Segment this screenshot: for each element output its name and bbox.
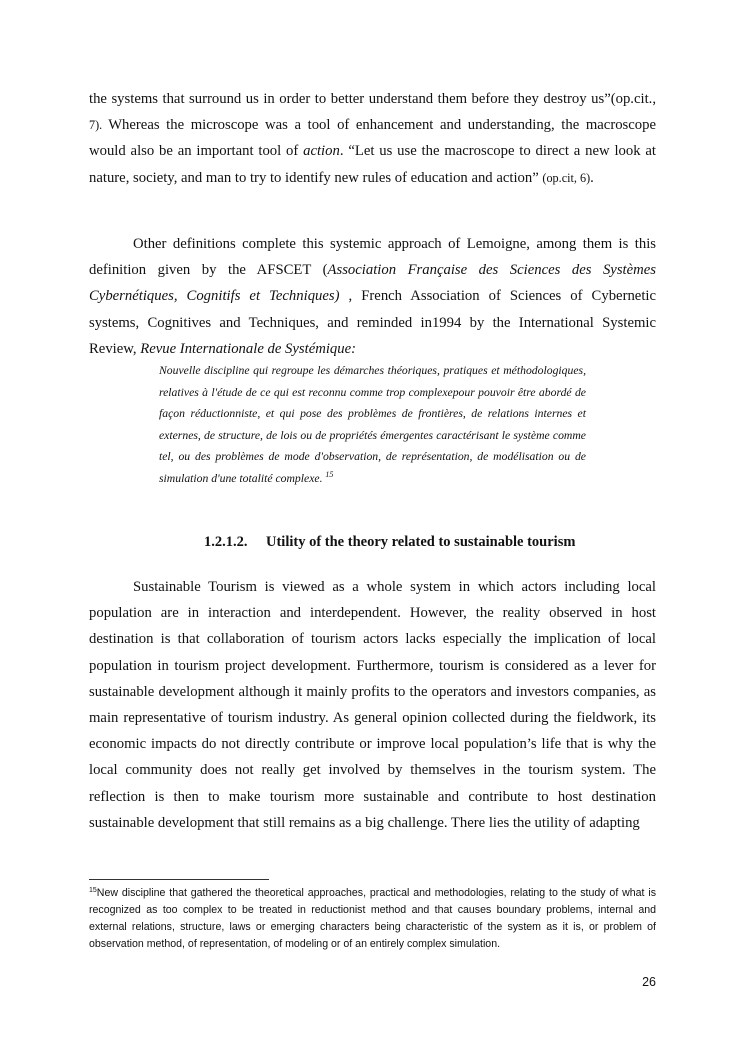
footnote-number: 15 [89,887,97,894]
body-paragraph-3 [89,574,656,836]
section-heading [204,534,624,551]
body-paragraph-2 [89,231,656,362]
paragraph-1-text-a: the systems that surround us in order to better understand them before they destroy us”(op.cit., [89,91,656,107]
paragraph-1-emphasis: action [303,143,340,160]
body-paragraph-1 [89,86,656,191]
paragraph-2-text-b: , French Association of Sciences of Cybernetic systems, Cognitives and Techniques, and reminded in1994 by the International Systemic Review, [89,288,656,357]
paragraph-1-text-c: . “Let us use the macroscope to direct a new look at nature, society, and man to try to identify new rules of education and action” [89,143,656,186]
paragraph-1-citation-b: (op.cit, 6) [542,170,591,185]
paragraph-1-text-d: . [590,169,594,186]
block-quote-text: Nouvelle discipline qui regroupe les démarches théoriques, pratiques et méthodologiques, relatives à l'étude de ce qui est reconnu comme trop complexepour pouvoir être abordé de façon réductionniste, et qui pose des problèmes de frontières, de relations internes et externes, de structure, de lois ou de propriétés émergentes caractérisant le système comme tel, ou des problèmes de mode d'observation, de représentation, de modélisation ou de simulation d'une totalité complexe. [159,364,586,485]
block-quote [159,360,586,489]
paragraph-2-french-name: Association Française des Sciences des Systèmes Cybernétiques, Cognitifs et Techniques) [89,262,656,305]
paragraph-2-text-a: Other definitions complete this systemic approach of Lemoigne, among them is this definition given by the AFSCET ( [89,236,656,279]
section-number: 1.2.1.2. [204,534,248,550]
footnote [89,885,656,953]
section-title: Utility of the theory related to sustainable tourism [266,534,576,550]
paragraph-1-citation-a: 7). [89,118,109,133]
footnote-text: New discipline that gathered the theoretical approaches, practical and methodologies, relating to the study of what is recognized as too complex to be treated in reductionist method and that causes boundary problems, internal and external relations, structure, laws or emerging characters being characteristic of the system as it is, or problem of observation method, of representation, of modeling or of an entirely complex simulation. [89,887,656,950]
paragraph-3-text: Sustainable Tourism is viewed as a whole system in which actors including local population are in interaction and interdependent. However, the reality observed in host destination is that collaboration of tourism actors lacks especially the implication of local population in tourism project development. Furthermore, tourism is considered as a lever for sustainable development although it mainly profits to the operators and investors companies, as main representative of tourism industry. As general opinion collected during the fieldwork, its economic impacts do not directly contribute or improve local population’s life that is why the local community does not really get involved by themselves in the tourism system. The reflection is then to make tourism more sustainable and contribute to host destination sustainable development that still remains as a big challenge. There lies the utility of adapting [89,579,656,831]
paragraph-2-review-name: Revue Internationale de Systémique: [140,340,357,357]
page-number: 26 [642,975,656,989]
paragraph-1-text-b: Whereas the microscope was a tool of enhancement and understanding, the macroscope would also be an important tool of [89,117,656,160]
footnote-reference[interactable]: 15 [325,469,334,479]
footnote-separator [89,879,269,880]
